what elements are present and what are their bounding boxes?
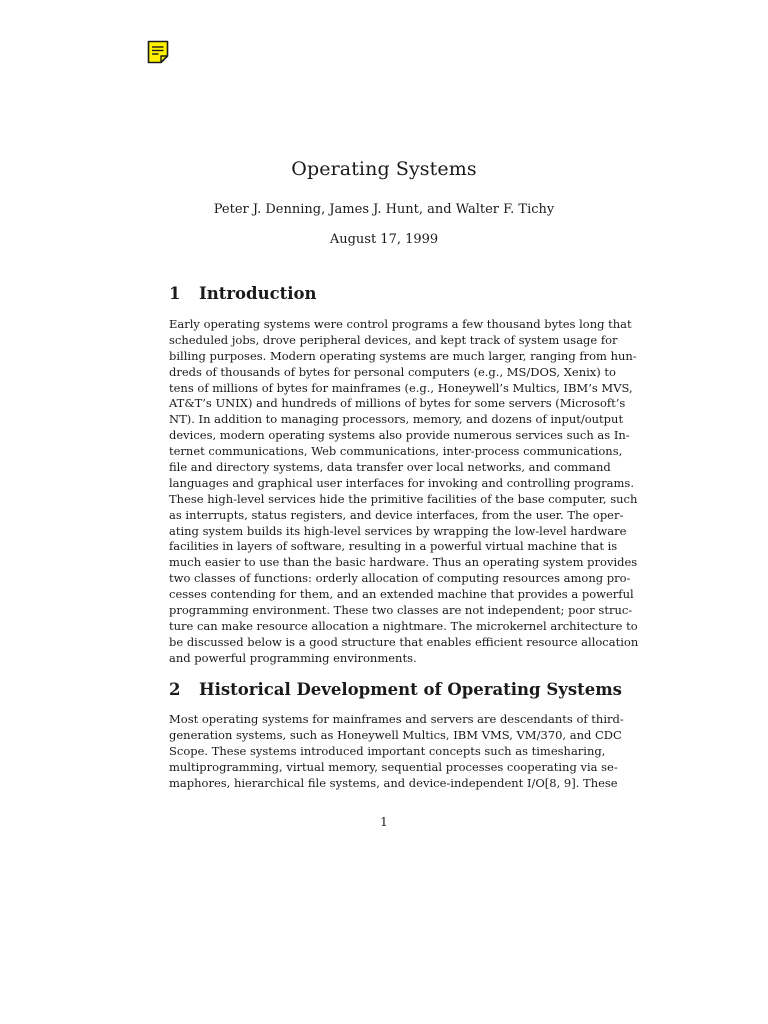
text-line: Most operating systems for mainframes and servers are descendants of third- [169, 712, 624, 726]
text-line: tens of millions of bytes for mainframes (e.g., Honeywell’s Multics, IBM’s MVS, [169, 380, 633, 395]
text-line: two classes of functions: orderly allocation of computing resources among pro- [169, 571, 631, 586]
text-line: NT). In addition to managing processors, memory, and dozens of input/output [169, 412, 624, 427]
text-line: and powerful programming environments. [169, 650, 417, 665]
text-line: file and directory systems, data transfer over local networks, and command [169, 460, 611, 475]
section-number: 2 [169, 680, 181, 699]
text-line: ating system builds its high-level services by wrapping the low-level hardware [169, 523, 627, 538]
text-line: AT&T’s UNIX) and hundreds of millions of bytes for some servers (Microsoft’s [169, 396, 626, 411]
text-line: ternet communications, Web communications, inter-process communications, [169, 444, 623, 459]
text-line: generation systems, such as Honeywell Multics, IBM VMS, VM/370, and CDC [169, 727, 622, 742]
page-number: 1 [380, 815, 388, 829]
text-line: maphores, hierarchical file systems, and device-independent I/O[8, 9]. These [169, 775, 618, 790]
text-line: Early operating systems were control programs a few thousand bytes long that [169, 317, 632, 331]
section-title: Historical Development of Operating Systems [199, 680, 622, 699]
publication-date: August 17, 1999 [329, 232, 439, 247]
text-line: scheduled jobs, drove peripheral devices, and kept track of system usage for [169, 332, 618, 347]
text-line: be discussed below is a good structure that enables efficient resource allocation [169, 634, 639, 649]
author-list: Peter J. Denning, James J. Hunt, and Walter F. Tichy [213, 202, 555, 217]
text-line: as interrupts, status registers, and device interfaces, from the user. The oper- [169, 507, 624, 522]
section-heading-introduction [169, 284, 317, 303]
section-number: 1 [169, 284, 181, 303]
text-line: languages and graphical user interfaces for invoking and controlling programs. [169, 475, 634, 490]
sticky-note-icon[interactable] [147, 40, 169, 64]
text-line: ture can make resource allocation a nightmare. The microkernel architecture to [169, 618, 638, 633]
text-line: cesses contending for them, and an extended machine that provides a powerful [169, 587, 634, 602]
section-title: Introduction [199, 284, 317, 303]
paper-title: Operating Systems [291, 158, 477, 180]
text-line: Scope. These systems introduced important concepts such as timesharing, [169, 743, 606, 758]
text-line: multiprogramming, virtual memory, sequential processes cooperating via se- [169, 759, 618, 774]
section-body-historical-development [169, 712, 624, 791]
section-heading-historical-development [169, 680, 622, 699]
text-line: programming environment. These two classes are not independent; poor struc- [169, 603, 633, 618]
text-line: devices, modern operating systems also provide numerous services such as In- [169, 428, 630, 443]
text-line: billing purposes. Modern operating systems are much larger, ranging from hun- [169, 348, 637, 363]
text-line: dreds of thousands of bytes for personal computers (e.g., MS/DOS, Xenix) to [169, 364, 616, 379]
section-body-introduction [169, 317, 639, 667]
text-line: facilities in layers of software, resulting in a powerful virtual machine that is [169, 539, 618, 554]
text-line: These high-level services hide the primitive facilities of the base computer, such [169, 491, 638, 506]
text-line: much easier to use than the basic hardware. Thus an operating system provides [169, 555, 638, 570]
